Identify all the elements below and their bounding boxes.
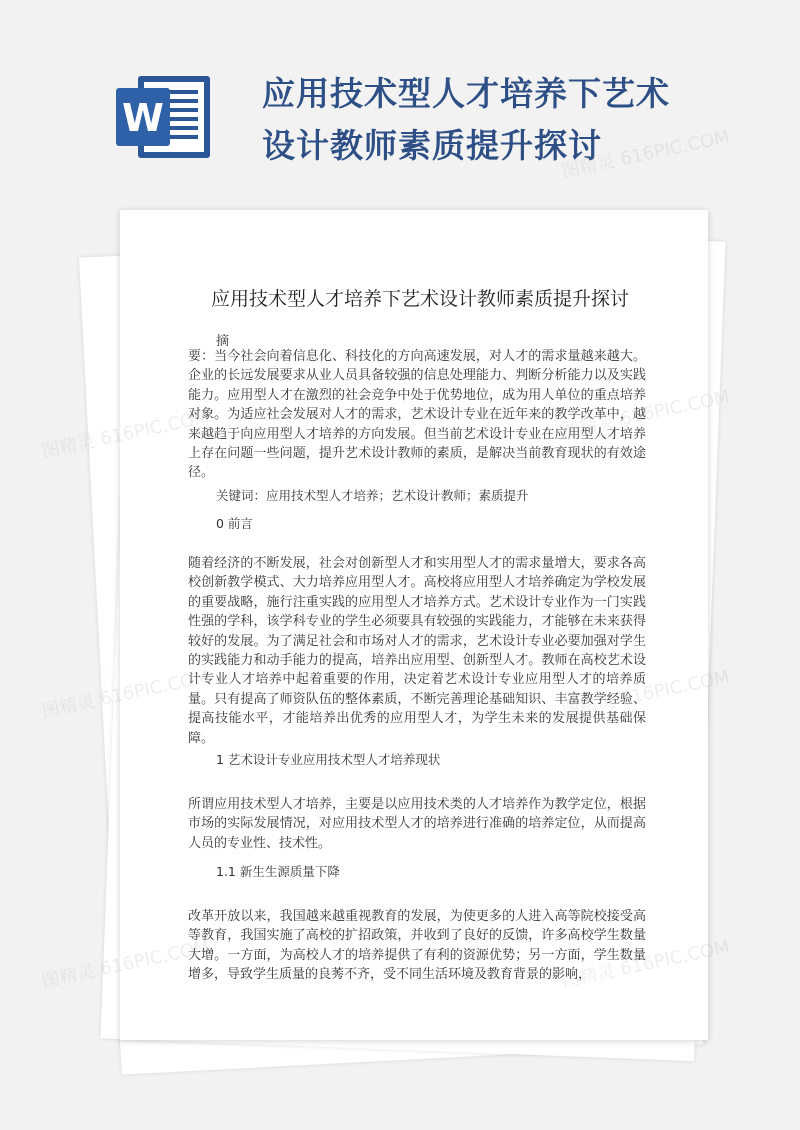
word-icon-letter: W (122, 96, 164, 140)
watermark: 图精灵 616PIC.COM (39, 666, 212, 723)
abstract-text: 要：当今社会向着信息化、科技化的方向高速发展，对人才的需求量越来越大。企业的长远发展要求从业人员具备较强的信息处理能力、判断分析能力以及实践能力。应用型人才在激烈的社会竞争中处于优势地位，成为用人单位的重点培养对象。为适应社会发展对人才的需求，艺术设计专业在近年来的教学改革中，越来越趋于向应用型人才培养的方向发展。但当前艺术设计专业在应用型人才培养上存在问题一些问题，提升艺术设计教师的素质，是解决当前教育现状的有效途径。 (188, 349, 646, 481)
watermark: 图精灵 616PIC.COM (559, 666, 732, 723)
status-text: 所谓应用技术型人才培养，主要是以应用技术类的人才培养作为教学定位，根据市场的实际发展情况，对应用技术型人才的培养进行准确的培养定位，从而提高人员的专业性、技术性。 (188, 797, 646, 851)
section-heading-preface: 0 前言 (216, 516, 253, 531)
keywords: 关键词：应用技术型人才培养；艺术设计教师；素质提升 (216, 488, 529, 503)
document-title: 应用技术型人才培养下艺术设计教师素质提升探讨 (210, 288, 629, 310)
watermark: 图精灵 616PIC.COM (559, 386, 732, 443)
enrollment-text: 改革开放以来，我国越来越重视教育的发展，为使更多的人进入高等院校接受高等教育，我国实施了高校的扩招政策，并收到了良好的反馈，许多高校学生数量大增。一方面，为高校人才的培养提供了有利的资源优势；另一方面，学生数量增多，导致学生质量的良莠不齐，受不同生活环境及教育背景的影响， (188, 909, 646, 983)
section-heading-status: 1 艺术设计专业应用技术型人才培养现状 (216, 752, 441, 767)
word-document-icon (112, 72, 216, 162)
watermark: 图精灵 616PIC.COM (559, 936, 732, 993)
page-title: 应用技术型人才培养下艺术设计教师素质提升探讨 (262, 74, 670, 165)
preface-text: 随着经济的不断发展，社会对创新型人才和实用型人才的需求量增大，要求各高校创新教学模式、大力培养应用型人才。高校将应用型人才培养确定为学校发展的重要战略，施行注重实践的应用型人才培养方式。艺术设计专业作为一门实践性强的学科，该学科专业的学生必须要具有较强的实践能力，才能够在未来获得较好的发展。为了满足社会和市场对人才的需求，艺术设计专业必要加强对学生的实践能力和动手能力的提高，培养出应用型、创新型人才。教师在高校艺术设计专业人才培养中起着重要的作用，决定着艺术设计专业应用型人才的培养质量。只有提高了师资队伍的整体素质，不断完善理论基础知识、丰富教学经验、提高技能水平，才能培养出优秀的应用型人才，为学生未来的发展提供基础保障。 (188, 556, 646, 746)
watermark: 图精灵 616PIC.COM (39, 936, 212, 993)
watermark: 图精灵 616PIC.COM (559, 126, 732, 183)
document-page (120, 210, 708, 1040)
abstract-label: 摘 (216, 334, 230, 349)
subsection-heading-enrollment: 1.1 新生生源质量下降 (216, 864, 340, 879)
watermark: 图精灵 616PIC.COM (39, 406, 212, 463)
